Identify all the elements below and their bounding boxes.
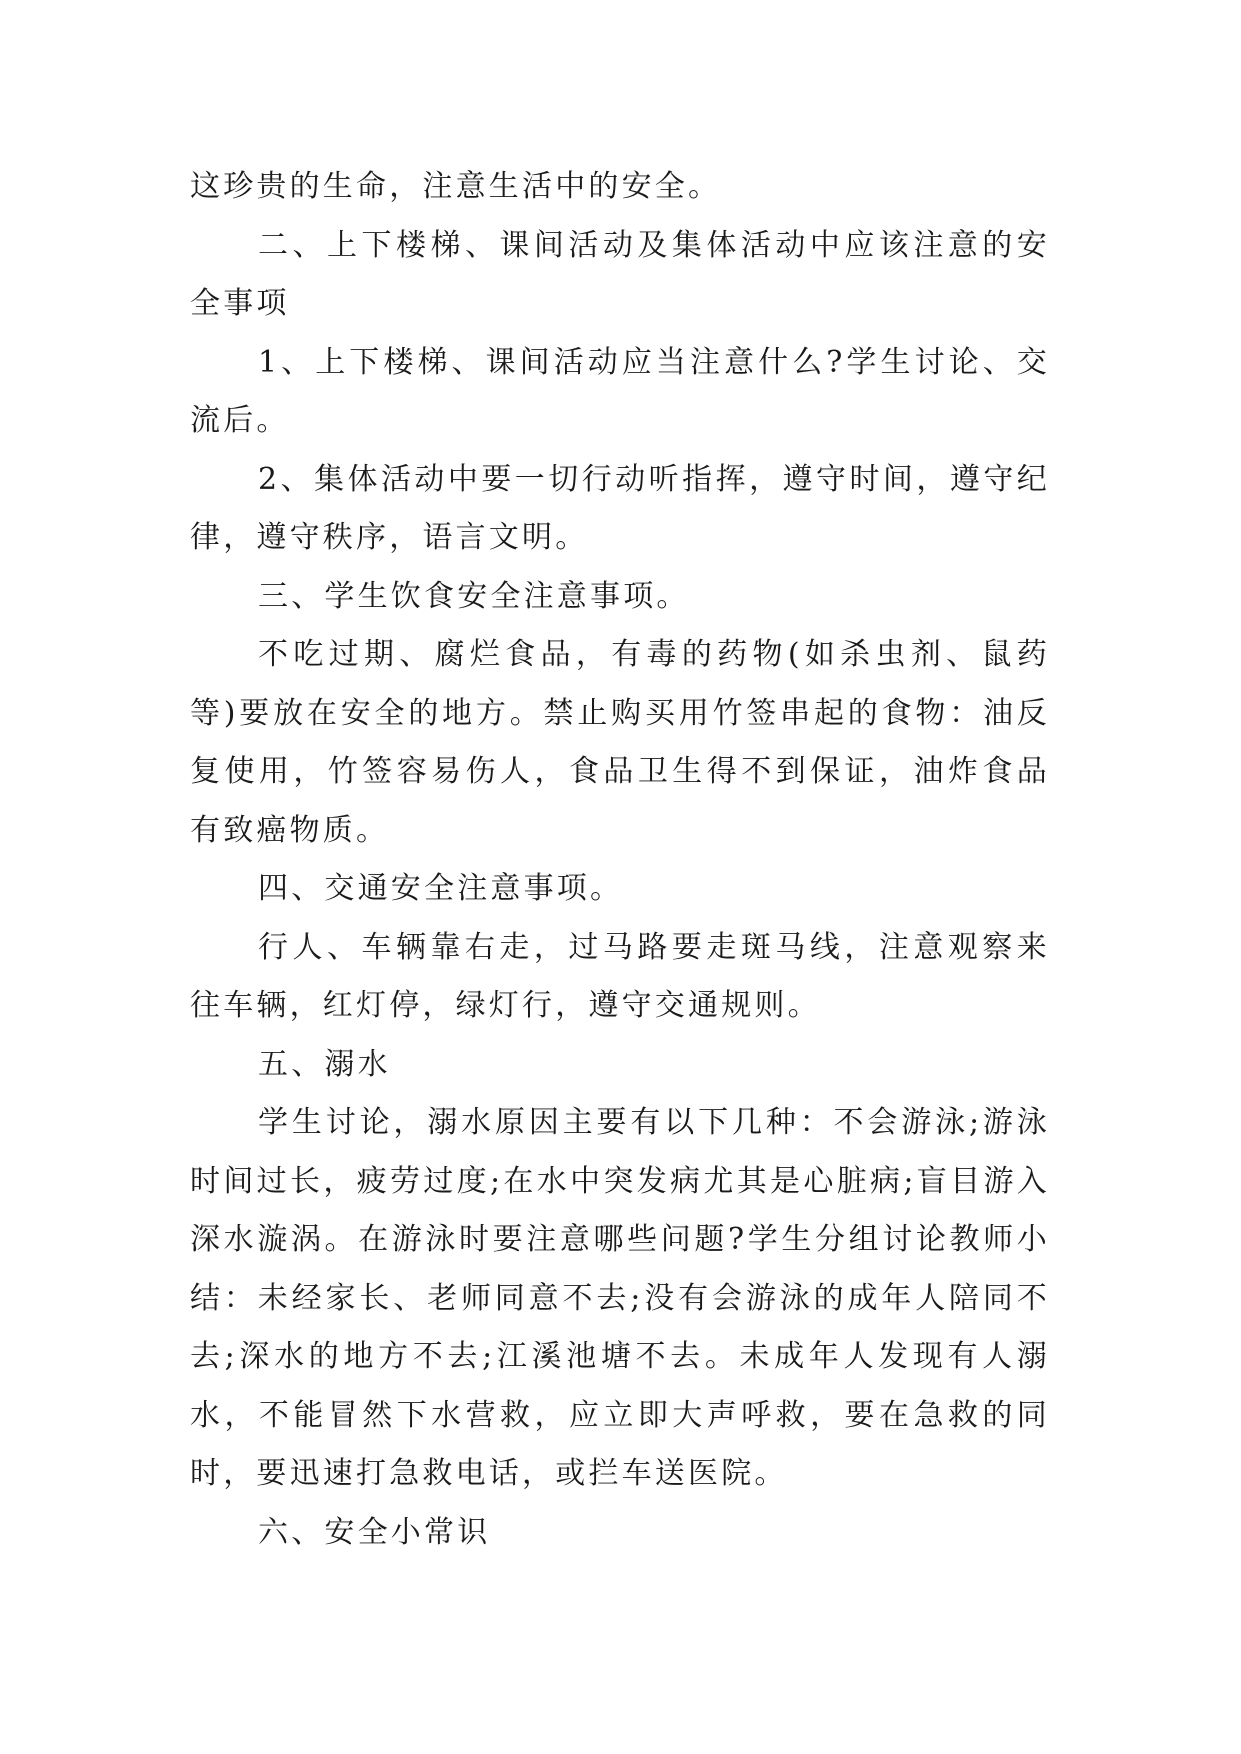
paragraph-stairs-question: 1、上下楼梯、课间活动应当注意什么?学生讨论、交流后。: [190, 344, 1050, 438]
section-heading-drowning: 五、溺水: [258, 1046, 391, 1082]
paragraph-traffic-safety: 行人、车辆靠右走，过马路要走斑马线，注意观察来往车辆，红灯停，绿灯行，遵守交通规则。: [190, 929, 1050, 1023]
paragraph-food-safety: 不吃过期、腐烂食品，有毒的药物(如杀虫剂、鼠药等)要放在安全的地方。禁止购买用竹签串起的食物：油反复使用，竹签容易伤人，食品卫生得不到保证，油炸食品有致癌物质。: [190, 637, 1050, 848]
document-body: [190, 158, 1050, 1562]
section-heading-stairs-activities: 二、上下楼梯、课间活动及集体活动中应该注意的安全事项: [190, 227, 1050, 321]
paragraph-drowning: 学生讨论，溺水原因主要有以下几种：不会游泳;游泳时间过长，疲劳过度;在水中突发病尤其是心脏病;盲目游入深水漩涡。在游泳时要注意哪些问题?学生分组讨论教师小结：未经家长、老师同意不去;没有会游泳的成年人陪同不去;深水的地方不去;江溪池塘不去。未成年人发现有人溺水，不能冒然下水营救，应立即大声呼救，要在急救的同时，要迅速打急救电话，或拦车送医院。: [190, 1105, 1050, 1491]
section-heading-traffic-safety: 四、交通安全注意事项。: [258, 871, 624, 906]
section-heading-safety-tips: 六、安全小常识: [258, 1514, 491, 1550]
section-heading-food-safety: 三、学生饮食安全注意事项。: [258, 578, 690, 614]
paragraph-continuation: 这珍贵的生命，注意生活中的安全。: [190, 169, 722, 204]
paragraph-group-activities: 2、集体活动中要一切行动听指挥，遵守时间，遵守纪律，遵守秩序，语言文明。: [190, 461, 1050, 555]
